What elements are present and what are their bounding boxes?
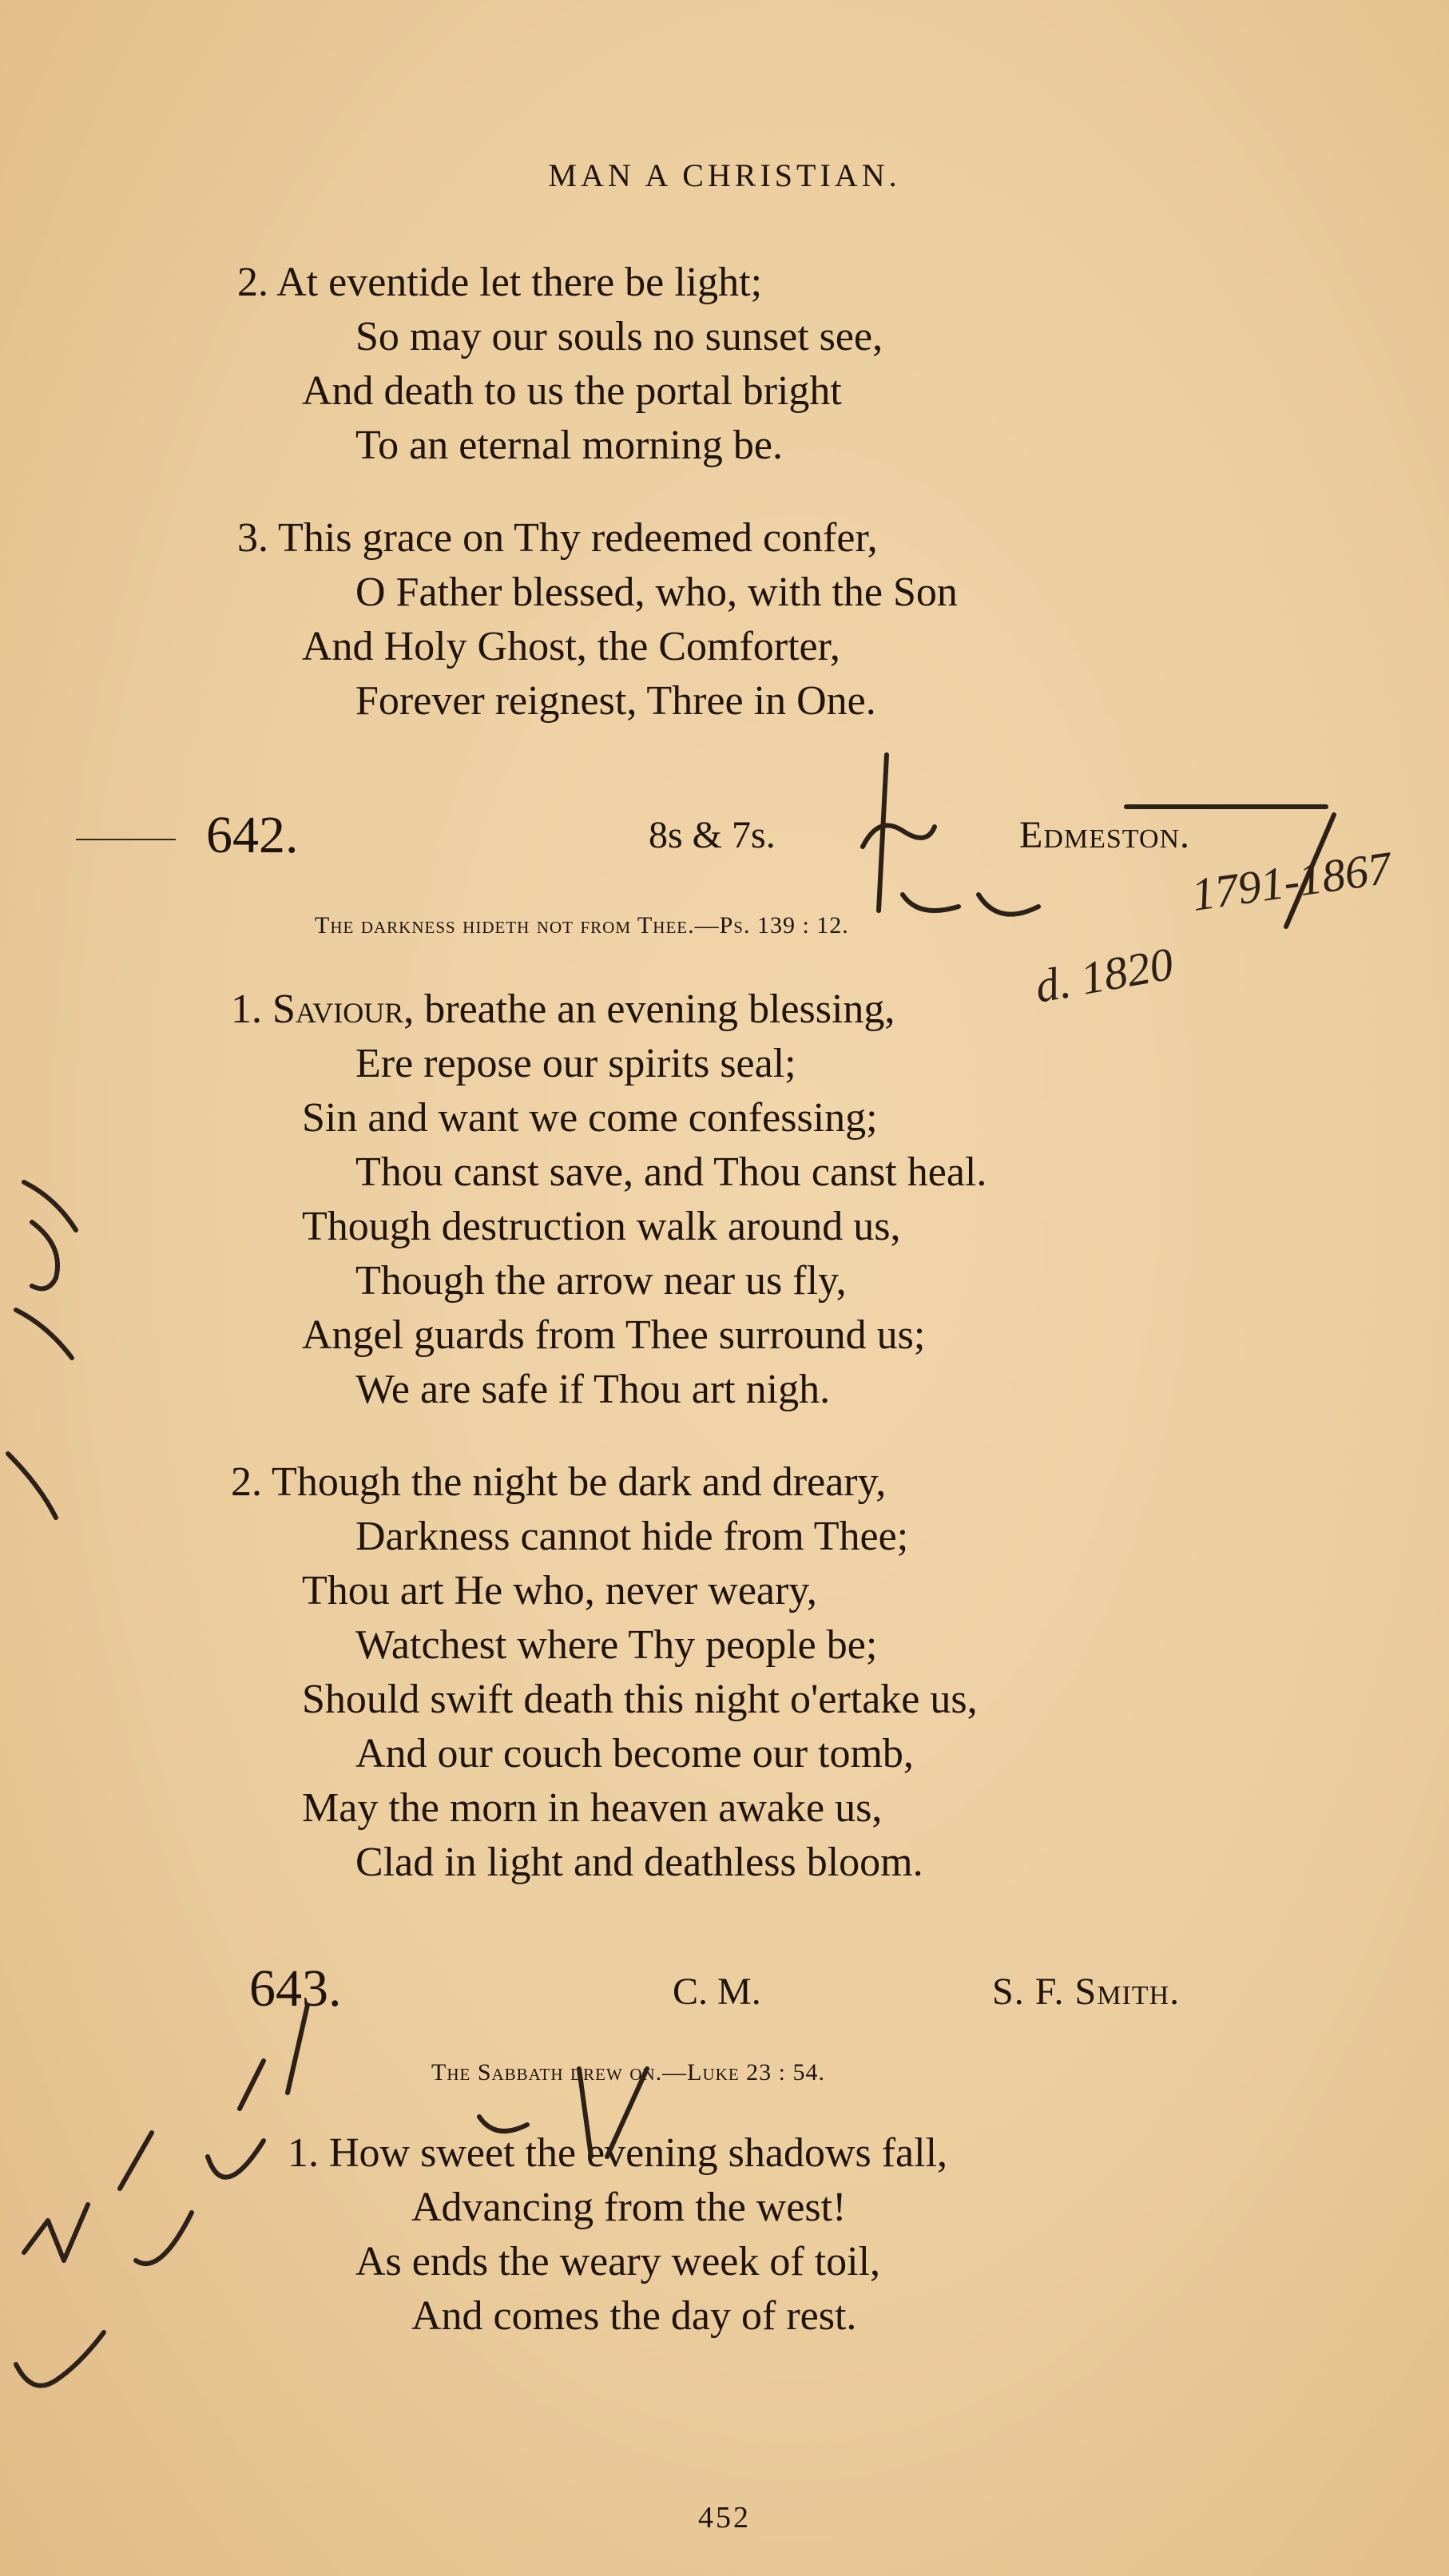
- pencil-stroke: [863, 825, 935, 847]
- verse-line: Forever reignest, Three in One.: [355, 678, 876, 724]
- running-header: MAN A CHRISTIAN.: [548, 157, 901, 193]
- pencil-stroke: [120, 2133, 152, 2189]
- verse-line: Ere repose our spirits seal;: [355, 1041, 796, 1086]
- pencil-stroke: [903, 895, 959, 911]
- verse-line: Sin and want we come confessing;: [302, 1095, 878, 1141]
- verse-line: Thou art He who, never weary,: [302, 1568, 817, 1613]
- verse-line: Darkness cannot hide from Thee;: [355, 1514, 909, 1559]
- verse-line: So may our souls no sunset see,: [355, 314, 883, 359]
- pencil-stroke: [479, 2117, 527, 2131]
- hymn-meter: 8s & 7s.: [649, 814, 776, 856]
- pencil-stroke: [24, 2205, 88, 2260]
- pencil-stroke: [240, 2061, 264, 2109]
- verse-line: Angel guards from Thee surround us;: [302, 1312, 926, 1358]
- pencil-stroke: [607, 2069, 647, 2157]
- verse-line: 2. At eventide let there be light;: [237, 260, 763, 305]
- page-number: 452: [698, 2501, 751, 2534]
- pencil-stroke: [208, 2141, 264, 2177]
- verse-line: To an eternal morning be.: [355, 423, 783, 468]
- verse-line: Though the arrow near us fly,: [355, 1258, 847, 1304]
- pencil-stroke: [32, 1222, 58, 1288]
- verse-text: breathe an evening blessing,: [424, 986, 895, 1032]
- pencil-stroke: [288, 2005, 308, 2093]
- pencil-stroke: [8, 1454, 56, 1518]
- verse-line: Watchest where Thy people be;: [355, 1622, 878, 1668]
- verse-line: May the morn in heaven awake us,: [302, 1785, 883, 1831]
- small-caps-word: Saviour,: [272, 986, 415, 1032]
- pencil-stroke: [16, 2332, 104, 2386]
- pencil-stroke: [16, 1310, 72, 1358]
- verse-line: Though destruction walk around us,: [302, 1204, 901, 1249]
- verse-line: Advancing from the west!: [411, 2185, 847, 2230]
- verse-line: And our couch become our tomb,: [355, 1731, 914, 1776]
- scripture-caption: The darkness hideth not from Thee.—Ps. 139 : 12.: [315, 912, 849, 939]
- verse-line: Thou canst save, and Thou canst heal.: [355, 1149, 987, 1195]
- verse-line: And death to us the portal bright: [302, 368, 842, 414]
- hymn-number: 643.: [249, 1959, 342, 2018]
- pencil-stroke: [136, 2213, 192, 2264]
- pencil-stroke: [879, 755, 887, 911]
- handwritten-annotation: d. 1820: [1030, 937, 1177, 1013]
- pencil-stroke: [979, 895, 1038, 915]
- handwritten-annotation: 1791-1867: [1188, 841, 1395, 921]
- hymn-number: 642.: [206, 806, 299, 864]
- tune-name: Edmeston.: [1019, 814, 1191, 856]
- author-name: S. F. Smith.: [992, 1971, 1181, 2013]
- verse-line: 3. This grace on Thy redeemed confer,: [237, 515, 878, 561]
- pencil-stroke: [579, 2069, 591, 2157]
- scripture-caption: The Sabbath drew on.—Luke 23 : 54.: [431, 2059, 825, 2086]
- verse-line: O Father blessed, who, with the Son: [355, 570, 958, 615]
- verse-line: As ends the weary week of toil,: [355, 2239, 881, 2284]
- verse-line: 2. Though the night be dark and dreary,: [231, 1459, 887, 1505]
- verse-line: Clad in light and deathless bloom.: [355, 1840, 923, 1885]
- verse-line: And Holy Ghost, the Comforter,: [302, 624, 840, 669]
- verse-line: And comes the day of rest.: [411, 2293, 857, 2339]
- verse-line: Should swift death this night o'ertake us,: [302, 1677, 978, 1722]
- verse-line: 1. How sweet the evening shadows fall,: [288, 2130, 948, 2176]
- stanza-number: 1.: [231, 986, 262, 1032]
- hymn-meter: C. M.: [673, 1971, 761, 2013]
- verse-line: We are safe if Thou art nigh.: [355, 1367, 831, 1412]
